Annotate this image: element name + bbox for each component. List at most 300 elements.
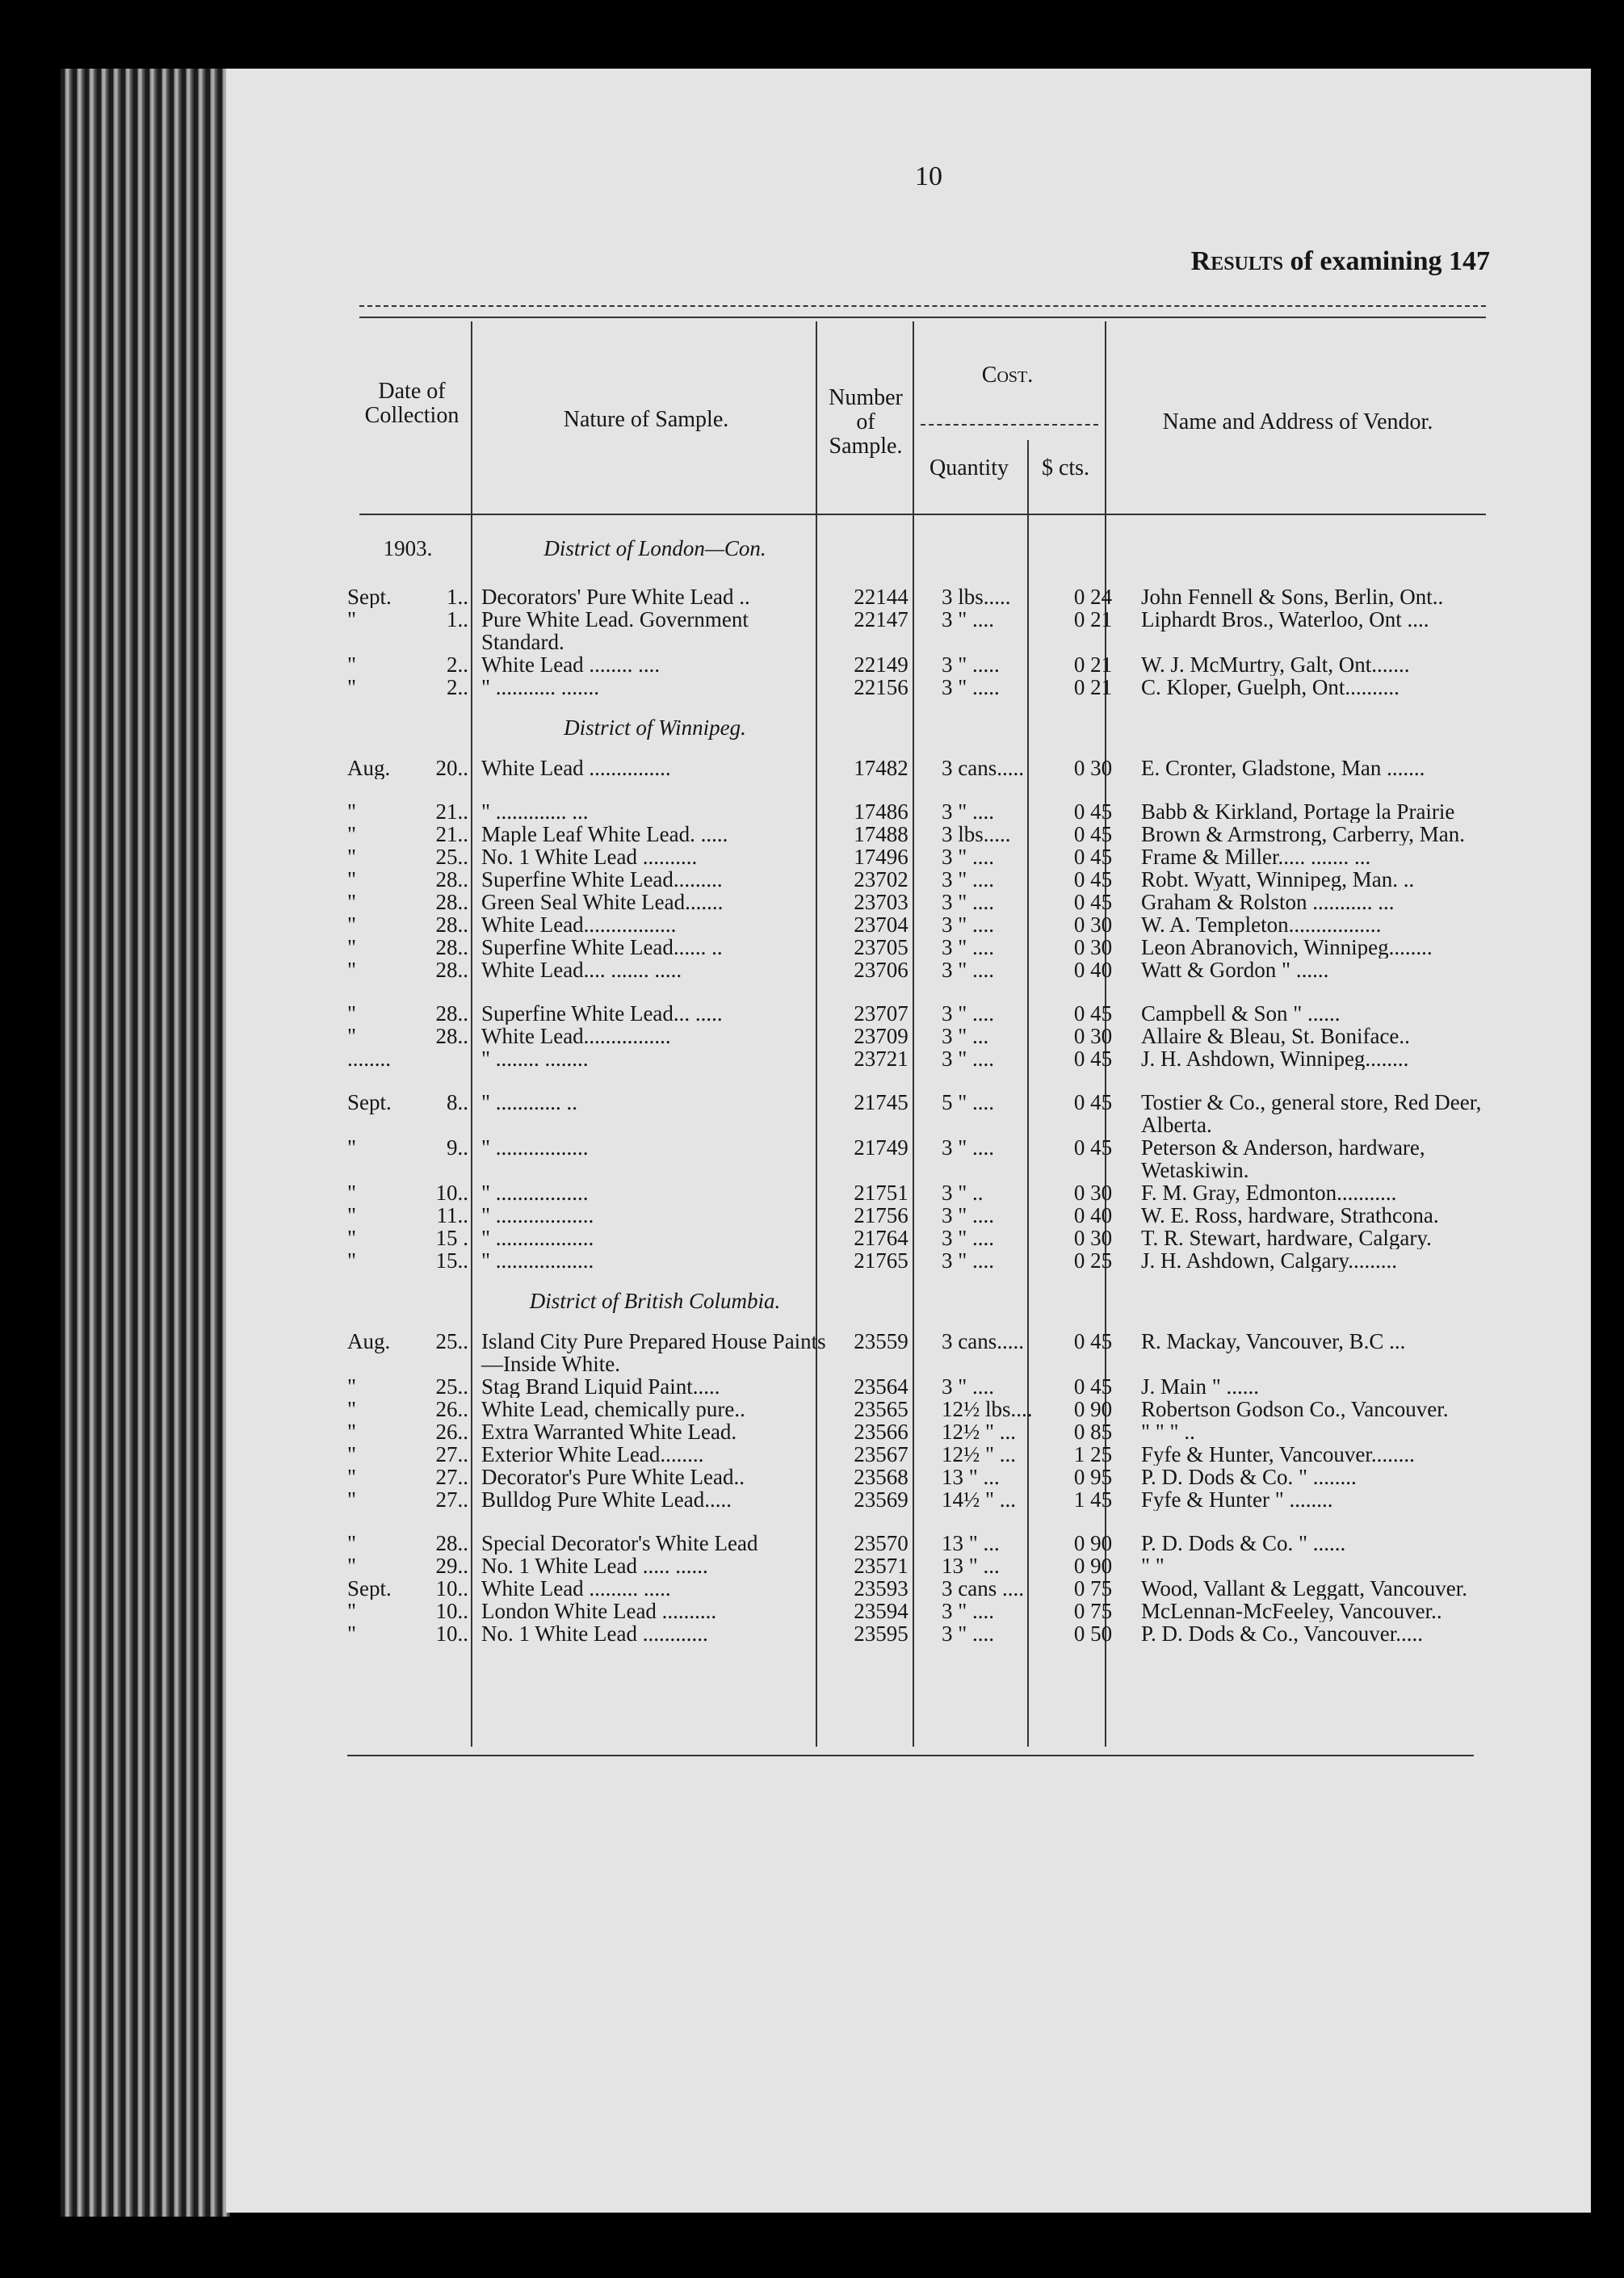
book-binding-edge bbox=[61, 69, 230, 2217]
records-table bbox=[347, 537, 1513, 1645]
quantity: 3 " .... bbox=[942, 1047, 995, 1070]
table-row bbox=[347, 868, 1513, 891]
spacer-row bbox=[347, 981, 1513, 1002]
date-cell bbox=[347, 757, 475, 779]
quantity: 3 " .... bbox=[942, 1600, 995, 1622]
date-cell bbox=[347, 1330, 475, 1375]
cost: 0 30 bbox=[1073, 1227, 1113, 1249]
table-row bbox=[347, 1420, 1513, 1443]
quantity: 12½ lbs.... bbox=[942, 1398, 1033, 1420]
nature-of-sample: Stag Brand Liquid Paint..... bbox=[481, 1375, 720, 1398]
date-cell bbox=[347, 1002, 475, 1025]
table-row bbox=[347, 676, 1513, 699]
vendor: F. M. Gray, Edmonton........... bbox=[1141, 1181, 1397, 1204]
empty-cell bbox=[1131, 1070, 1513, 1091]
empty-cell bbox=[475, 1070, 829, 1091]
nature-of-sample: White Lead ......... ..... bbox=[481, 1577, 671, 1600]
table-row bbox=[347, 823, 1513, 845]
date-cell bbox=[347, 1420, 475, 1443]
vendor: Brown & Armstrong, Carberry, Man. bbox=[1141, 823, 1465, 845]
quantity: 3 " ..... bbox=[942, 653, 1000, 676]
nature-of-sample: White Lead.... ....... ..... bbox=[481, 959, 682, 981]
empty-cell bbox=[1131, 779, 1513, 800]
empty-cell bbox=[1131, 537, 1513, 585]
nature-of-sample: No. 1 White Lead .......... bbox=[481, 845, 698, 868]
day: 28.. bbox=[435, 1025, 468, 1047]
date-cell bbox=[347, 1622, 475, 1645]
cost: 0 45 bbox=[1073, 800, 1113, 823]
empty-cell bbox=[829, 779, 934, 800]
date-cell bbox=[347, 959, 475, 981]
empty-cell bbox=[1131, 699, 1513, 757]
vendor: " " bbox=[1141, 1554, 1164, 1577]
table-row bbox=[347, 1204, 1513, 1227]
table-row bbox=[347, 1136, 1513, 1181]
empty-cell bbox=[829, 981, 934, 1002]
quantity: 3 " .... bbox=[942, 1136, 995, 1160]
month: " bbox=[347, 959, 357, 981]
month: " bbox=[347, 1002, 357, 1025]
cost: 0 75 bbox=[1073, 1577, 1113, 1600]
cost: 0 90 bbox=[1073, 1398, 1113, 1420]
day: 28.. bbox=[435, 1002, 468, 1025]
month: " bbox=[347, 1443, 357, 1466]
nature-of-sample: Superfine White Lead...... .. bbox=[481, 936, 723, 959]
running-title bbox=[1009, 246, 1490, 277]
day: 15 . bbox=[435, 1227, 468, 1249]
table-row bbox=[347, 1622, 1513, 1645]
month: Sept. bbox=[347, 585, 392, 608]
date-cell bbox=[347, 823, 475, 845]
vendor: P. D. Dods & Co. " ...... bbox=[1141, 1532, 1346, 1554]
empty-cell bbox=[1055, 1511, 1131, 1532]
running-title-prefix: Results bbox=[1190, 246, 1284, 276]
month: " bbox=[347, 936, 357, 959]
date-cell bbox=[347, 1488, 475, 1511]
day: 25.. bbox=[435, 1330, 468, 1353]
date-cell bbox=[347, 1466, 475, 1488]
table-row bbox=[347, 653, 1513, 676]
table-row bbox=[347, 1443, 1513, 1466]
date-cell bbox=[347, 1577, 475, 1600]
vendor: J. H. Ashdown, Calgary......... bbox=[1141, 1249, 1397, 1272]
nature-of-sample: Decorator's Pure White Lead.. bbox=[481, 1466, 745, 1488]
vendor: W. J. McMurtry, Galt, Ont....... bbox=[1141, 653, 1410, 676]
month: " bbox=[347, 1249, 357, 1272]
cost: 0 21 bbox=[1073, 653, 1113, 676]
cost: 0 30 bbox=[1073, 1181, 1113, 1204]
cost: 0 30 bbox=[1073, 936, 1113, 959]
nature-of-sample: No. 1 White Lead ..... ...... bbox=[481, 1554, 708, 1577]
day: 10.. bbox=[435, 1181, 468, 1204]
district-row bbox=[347, 699, 1513, 757]
empty-cell bbox=[475, 1511, 829, 1532]
date-cell bbox=[347, 1204, 475, 1227]
running-title-rest: of examining 147 bbox=[1290, 246, 1490, 276]
empty-cell bbox=[475, 779, 829, 800]
nature-of-sample: Maple Leaf White Lead. ..... bbox=[481, 823, 728, 845]
vendor: McLennan-McFeeley, Vancouver.. bbox=[1141, 1600, 1442, 1622]
date-cell bbox=[347, 1443, 475, 1466]
vendor: Liphardt Bros., Waterloo, Ont .... bbox=[1141, 608, 1429, 631]
cost: 0 25 bbox=[1073, 1249, 1113, 1272]
nature-of-sample: Decorators' Pure White Lead .. bbox=[481, 585, 750, 608]
sample-number: 22156 bbox=[854, 676, 909, 699]
nature-of-sample: White Lead................ bbox=[481, 1025, 671, 1047]
date-cell bbox=[347, 1136, 475, 1181]
date-cell bbox=[347, 1249, 475, 1272]
day: 11.. bbox=[436, 1204, 468, 1227]
empty-cell bbox=[1055, 699, 1131, 757]
cost: 0 30 bbox=[1073, 757, 1113, 779]
sample-number: 23564 bbox=[854, 1375, 909, 1398]
sample-number: 23702 bbox=[854, 868, 909, 891]
quantity: 12½ " ... bbox=[942, 1420, 1017, 1443]
quantity: 3 " .... bbox=[942, 608, 995, 631]
date-cell bbox=[347, 800, 475, 823]
vendor: P. D. Dods & Co. " ........ bbox=[1141, 1466, 1357, 1488]
bottom-rule bbox=[347, 1755, 1474, 1756]
quantity: 3 " .... bbox=[942, 1227, 995, 1249]
quantity: 3 lbs..... bbox=[942, 823, 1011, 845]
date-cell bbox=[347, 585, 475, 608]
nature-of-sample: " ........... ....... bbox=[481, 676, 600, 699]
cost: 0 45 bbox=[1073, 1091, 1113, 1114]
nature-of-sample: No. 1 White Lead ............ bbox=[481, 1622, 708, 1645]
table-row bbox=[347, 845, 1513, 868]
date-cell bbox=[347, 653, 475, 676]
date-cell bbox=[347, 913, 475, 936]
cost: 0 45 bbox=[1073, 1330, 1113, 1353]
vendor: Campbell & Son " ...... bbox=[1141, 1002, 1341, 1025]
empty-cell bbox=[934, 779, 1055, 800]
year-row bbox=[347, 537, 1513, 585]
month: Sept. bbox=[347, 1091, 392, 1114]
nature-of-sample: Green Seal White Lead....... bbox=[481, 891, 724, 913]
empty-cell bbox=[1131, 1511, 1513, 1532]
day: 29.. bbox=[435, 1554, 468, 1577]
day: 15.. bbox=[435, 1249, 468, 1272]
day: 28.. bbox=[435, 936, 468, 959]
quantity: 3 " .... bbox=[942, 800, 995, 823]
empty-cell bbox=[829, 1272, 934, 1330]
quantity: 3 " .... bbox=[942, 891, 995, 913]
nature-of-sample: Island City Pure Prepared House Paints—Inside White. bbox=[481, 1330, 826, 1375]
empty-cell bbox=[1055, 779, 1131, 800]
quantity: 3 cans .... bbox=[942, 1577, 1024, 1600]
table-row bbox=[347, 1466, 1513, 1488]
sample-number: 23706 bbox=[854, 959, 909, 981]
month: Aug. bbox=[347, 757, 391, 779]
empty-cell bbox=[1131, 981, 1513, 1002]
sample-number: 23704 bbox=[854, 913, 909, 936]
month: " bbox=[347, 1554, 357, 1577]
day: 10.. bbox=[435, 1622, 468, 1645]
nature-of-sample: White Lead ........ .... bbox=[481, 653, 661, 676]
date-cell bbox=[347, 1181, 475, 1204]
day: 10.. bbox=[435, 1577, 468, 1600]
empty-cell bbox=[934, 1272, 1055, 1330]
table-row bbox=[347, 913, 1513, 936]
sample-number: 23570 bbox=[854, 1532, 909, 1554]
cost: 1 45 bbox=[1073, 1488, 1113, 1511]
day: 8.. bbox=[447, 1091, 468, 1114]
vendor: T. R. Stewart, hardware, Calgary. bbox=[1141, 1227, 1432, 1249]
cost: 0 45 bbox=[1073, 891, 1113, 913]
header-bottom-rule bbox=[359, 514, 1486, 515]
empty-cell bbox=[347, 1511, 475, 1532]
quantity: 3 " .... bbox=[942, 959, 995, 981]
quantity: 5 " .... bbox=[942, 1091, 995, 1114]
empty-cell bbox=[347, 1272, 475, 1330]
cost: 0 90 bbox=[1073, 1554, 1113, 1577]
month: " bbox=[347, 1025, 357, 1047]
cost: 0 45 bbox=[1073, 845, 1113, 868]
quantity: 3 lbs..... bbox=[942, 585, 1011, 608]
day: 21.. bbox=[435, 800, 468, 823]
cost: 0 21 bbox=[1073, 676, 1113, 699]
page-number: 10 bbox=[915, 162, 942, 191]
cost: 0 45 bbox=[1073, 1002, 1113, 1025]
day: 1.. bbox=[447, 608, 468, 631]
nature-of-sample: Extra Warranted White Lead. bbox=[481, 1420, 737, 1443]
nature-of-sample: " ........ ........ bbox=[481, 1047, 589, 1070]
date-cell bbox=[347, 1227, 475, 1249]
table-row bbox=[347, 1227, 1513, 1249]
sample-number: 22144 bbox=[854, 585, 909, 608]
empty-cell bbox=[934, 1511, 1055, 1532]
vendor: Fyfe & Hunter, Vancouver........ bbox=[1141, 1443, 1415, 1466]
sample-number: 23595 bbox=[854, 1622, 909, 1645]
empty-cell bbox=[829, 699, 934, 757]
day: 25.. bbox=[435, 1375, 468, 1398]
sample-number: 17488 bbox=[854, 823, 909, 845]
nature-of-sample: " ............ .. bbox=[481, 1091, 578, 1114]
district-heading: District of British Columbia. bbox=[529, 1289, 781, 1313]
sample-number: 22149 bbox=[854, 653, 909, 676]
month: " bbox=[347, 1532, 357, 1554]
header-cost: Cost. bbox=[981, 363, 1034, 388]
vendor: Frame & Miller..... ....... ... bbox=[1141, 845, 1371, 868]
vendor: Allaire & Bleau, St. Boniface.. bbox=[1141, 1025, 1410, 1047]
district-heading-cell bbox=[475, 699, 829, 757]
quantity: 3 " .... bbox=[942, 868, 995, 891]
day: 28.. bbox=[435, 1532, 468, 1554]
month: " bbox=[347, 1398, 357, 1420]
sample-number: 23569 bbox=[854, 1488, 909, 1511]
empty-cell bbox=[347, 981, 475, 1002]
vendor: " " " .. bbox=[1141, 1420, 1195, 1443]
cost: 0 45 bbox=[1073, 1375, 1113, 1398]
quantity: 3 " .... bbox=[942, 845, 995, 868]
table-row bbox=[347, 1398, 1513, 1420]
cost-subrule bbox=[921, 424, 1098, 426]
vendor: Leon Abranovich, Winnipeg........ bbox=[1141, 936, 1433, 959]
date-cell bbox=[347, 1600, 475, 1622]
day: 21.. bbox=[435, 823, 468, 845]
date-cell bbox=[347, 891, 475, 913]
month: " bbox=[347, 1466, 357, 1488]
vendor: J. Main " ...... bbox=[1141, 1375, 1260, 1398]
sample-number: 21756 bbox=[854, 1204, 909, 1227]
sample-number: 17486 bbox=[854, 800, 909, 823]
quantity: 3 " .... bbox=[942, 1622, 995, 1645]
empty-cell bbox=[1131, 1272, 1513, 1330]
empty-cell bbox=[1055, 1272, 1131, 1330]
district-heading: District of Winnipeg. bbox=[564, 715, 746, 740]
vendor: W. A. Templeton................. bbox=[1141, 913, 1382, 936]
header-date: Date of Collection bbox=[364, 379, 460, 428]
cost: 0 95 bbox=[1073, 1466, 1113, 1488]
sample-number: 23568 bbox=[854, 1466, 909, 1488]
day: 2.. bbox=[447, 653, 468, 676]
quantity: 3 cans..... bbox=[942, 757, 1024, 779]
day: 28.. bbox=[435, 891, 468, 913]
cost: 0 30 bbox=[1073, 913, 1113, 936]
table-row bbox=[347, 1577, 1513, 1600]
empty-cell bbox=[934, 699, 1055, 757]
month: " bbox=[347, 891, 357, 913]
nature-of-sample: Special Decorator's White Lead bbox=[481, 1532, 758, 1554]
nature-of-sample: White Lead ............... bbox=[481, 757, 671, 779]
header-nature: Nature of Sample. bbox=[563, 407, 729, 432]
cost: 0 40 bbox=[1073, 1204, 1113, 1227]
table-row bbox=[347, 936, 1513, 959]
quantity: 3 " ... bbox=[942, 1025, 989, 1047]
day: 28.. bbox=[435, 959, 468, 981]
quantity: 3 " .... bbox=[942, 1249, 995, 1272]
district-heading-cell bbox=[475, 1272, 829, 1330]
header-number: Number of Sample. bbox=[829, 385, 903, 459]
month: Aug. bbox=[347, 1330, 391, 1353]
table-row bbox=[347, 1488, 1513, 1511]
cost: 0 75 bbox=[1073, 1600, 1113, 1622]
cost: 0 50 bbox=[1073, 1622, 1113, 1645]
month: " bbox=[347, 608, 357, 631]
sample-number: 23559 bbox=[854, 1330, 909, 1353]
cost: 0 85 bbox=[1073, 1420, 1113, 1443]
empty-cell bbox=[934, 1070, 1055, 1091]
vendor: Robt. Wyatt, Winnipeg, Man. .. bbox=[1141, 868, 1415, 891]
sample-number: 23709 bbox=[854, 1025, 909, 1047]
table-row bbox=[347, 585, 1513, 608]
district-heading-cell bbox=[475, 537, 829, 585]
day: 27.. bbox=[435, 1443, 468, 1466]
vendor: P. D. Dods & Co., Vancouver..... bbox=[1141, 1622, 1424, 1645]
date-cell bbox=[347, 1091, 475, 1136]
nature-of-sample: Bulldog Pure White Lead..... bbox=[481, 1488, 732, 1511]
month: " bbox=[347, 845, 357, 868]
date-cell bbox=[347, 1398, 475, 1420]
date-cell bbox=[347, 868, 475, 891]
month: " bbox=[347, 1488, 357, 1511]
nature-of-sample: London White Lead .......... bbox=[481, 1600, 717, 1622]
sample-number: 17496 bbox=[854, 845, 909, 868]
table-row bbox=[347, 757, 1513, 779]
month: Sept. bbox=[347, 1577, 392, 1600]
table-row bbox=[347, 1181, 1513, 1204]
day: 25.. bbox=[435, 845, 468, 868]
table-row bbox=[347, 1330, 1513, 1375]
sample-number: 23566 bbox=[854, 1420, 909, 1443]
spacer-row bbox=[347, 1511, 1513, 1532]
table-row bbox=[347, 1002, 1513, 1025]
quantity: 14½ " ... bbox=[942, 1488, 1017, 1511]
date-cell bbox=[347, 676, 475, 699]
month: " bbox=[347, 868, 357, 891]
empty-cell bbox=[1055, 1070, 1131, 1091]
quantity: 3 " ..... bbox=[942, 676, 1000, 699]
date-cell bbox=[347, 1375, 475, 1398]
month: " bbox=[347, 1375, 357, 1398]
month: " bbox=[347, 676, 357, 699]
sample-number: 23594 bbox=[854, 1600, 909, 1622]
cost: 0 45 bbox=[1073, 1136, 1113, 1160]
month: " bbox=[347, 1227, 357, 1249]
month: " bbox=[347, 653, 357, 676]
quantity: 3 " .... bbox=[942, 1002, 995, 1025]
sample-number: 21764 bbox=[854, 1227, 909, 1249]
top-rule-solid bbox=[359, 317, 1486, 318]
month: " bbox=[347, 1136, 357, 1160]
nature-of-sample: Exterior White Lead........ bbox=[481, 1443, 704, 1466]
empty-cell bbox=[829, 1070, 934, 1091]
month: " bbox=[347, 823, 357, 845]
table-row bbox=[347, 1554, 1513, 1577]
day: 27.. bbox=[435, 1488, 468, 1511]
month: " bbox=[347, 800, 357, 823]
table-row bbox=[347, 608, 1513, 653]
spacer-row bbox=[347, 1070, 1513, 1091]
vendor: J. H. Ashdown, Winnipeg........ bbox=[1141, 1047, 1409, 1070]
vendor: R. Mackay, Vancouver, B.C ... bbox=[1141, 1330, 1406, 1353]
nature-of-sample: White Lead................. bbox=[481, 913, 677, 936]
sample-number: 17482 bbox=[854, 757, 909, 779]
cost: 0 45 bbox=[1073, 1047, 1113, 1070]
cost: 0 45 bbox=[1073, 868, 1113, 891]
year-label bbox=[347, 537, 475, 585]
cost: 0 45 bbox=[1073, 823, 1113, 845]
date-cell bbox=[347, 1554, 475, 1577]
day: 26.. bbox=[435, 1398, 468, 1420]
empty-cell bbox=[347, 779, 475, 800]
quantity: 3 " .... bbox=[942, 1204, 995, 1227]
sample-number: 21751 bbox=[854, 1181, 909, 1204]
sample-number: 21765 bbox=[854, 1249, 909, 1272]
empty-cell bbox=[1055, 981, 1131, 1002]
empty-cell bbox=[829, 1511, 934, 1532]
empty-cell bbox=[934, 537, 1055, 585]
quantity: 3 " .. bbox=[942, 1181, 984, 1204]
header-vendor: Name and Address of Vendor. bbox=[1162, 409, 1433, 434]
date-cell bbox=[347, 1532, 475, 1554]
vendor: John Fennell & Sons, Berlin, Ont.. bbox=[1141, 585, 1444, 608]
sample-number: 23565 bbox=[854, 1398, 909, 1420]
district-row bbox=[347, 1272, 1513, 1330]
header-quantity: Quantity bbox=[929, 455, 1009, 480]
nature-of-sample: Superfine White Lead... ..... bbox=[481, 1002, 723, 1025]
table-row bbox=[347, 891, 1513, 913]
day: 10.. bbox=[435, 1600, 468, 1622]
cost: 0 21 bbox=[1073, 608, 1113, 631]
date-cell bbox=[347, 845, 475, 868]
spacer-row bbox=[347, 779, 1513, 800]
date-cell bbox=[347, 1025, 475, 1047]
table-row bbox=[347, 1532, 1513, 1554]
empty-cell bbox=[1055, 537, 1131, 585]
table-row bbox=[347, 1025, 1513, 1047]
year-text: 1903. bbox=[383, 537, 433, 560]
